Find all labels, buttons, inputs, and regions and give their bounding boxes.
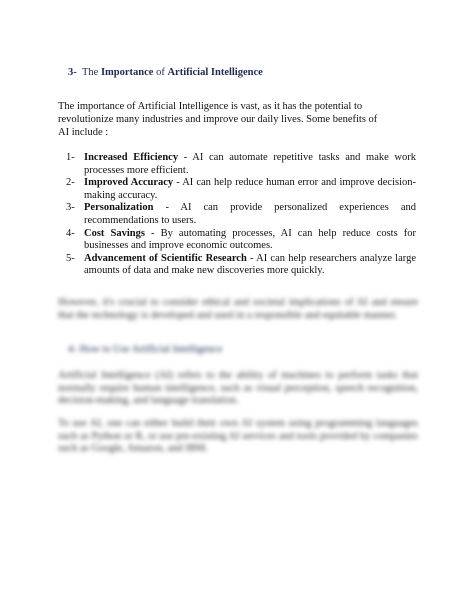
benefit-term: Improved Accuracy [84, 177, 174, 189]
benefit-term: Increased Efficiency [84, 152, 179, 163]
section-heading-pre: The [82, 67, 99, 78]
section-heading [68, 66, 263, 80]
list-marker: 4- [66, 227, 75, 239]
blurred-section-heading: 4- How to Use Artificial Intelligence [68, 344, 223, 355]
benefit-text: - AI can help reduce human error and improve decision-making accuracy. [84, 177, 416, 201]
section-heading-bold1: Importance [100, 67, 154, 78]
list-marker: 3- [66, 202, 75, 214]
blurred-paragraph-1: However, it's crucial to consider ethical and societal implications of AI and ensure that the technology is developed and used in a responsible and equitable manner. [58, 297, 418, 321]
benefit-term: Personalization [84, 202, 154, 214]
list-marker: 2- [66, 177, 75, 189]
benefit-text: - By automating processes, AI can help reduce costs for businesses and improve economic outcomes. [84, 227, 416, 252]
list-marker: 5- [66, 252, 75, 264]
list-item [66, 228, 416, 253]
blurred-paragraph-2: Artificial Intelligence (AI) refers to the ability of machines to perform tasks that normally require human intelligence, such as visual perception, speech recognition, decision-making, and language translation. [58, 370, 418, 407]
list-item [66, 202, 416, 227]
benefit-term: Advancement of Scientific Research [84, 252, 247, 264]
blurred-paragraph-3: To use AI, one can either build their own AI system using programming languages such as Python or R, or use pre-existing AI services and tools provided by companies such as Google, Amazon, and IBM. [58, 418, 418, 455]
section-heading-bold2: Artificial Intelligence [167, 67, 263, 78]
list-item [66, 253, 416, 278]
section-number: 3- [68, 67, 77, 78]
list-marker: 1- [66, 152, 75, 163]
benefit-text: - AI can provide personalized experiences and recommendations to users. [84, 202, 416, 226]
benefit-text: - AI can help researchers analyze large amounts of data and make new discoveries more quickly. [84, 252, 416, 277]
list-item [66, 152, 416, 177]
section-heading-mid: of [156, 67, 165, 78]
benefit-text: - AI can automate repetitive tasks and make work processes more efficient. [84, 152, 416, 176]
benefit-term: Cost Savings [84, 227, 145, 239]
intro-paragraph: The importance of Artificial Intelligence is vast, as it has the potential to revolutionize many industries and improve our daily lives. Some benefits of AI include : [58, 101, 378, 138]
benefits-list [66, 152, 416, 278]
list-item [66, 177, 416, 202]
